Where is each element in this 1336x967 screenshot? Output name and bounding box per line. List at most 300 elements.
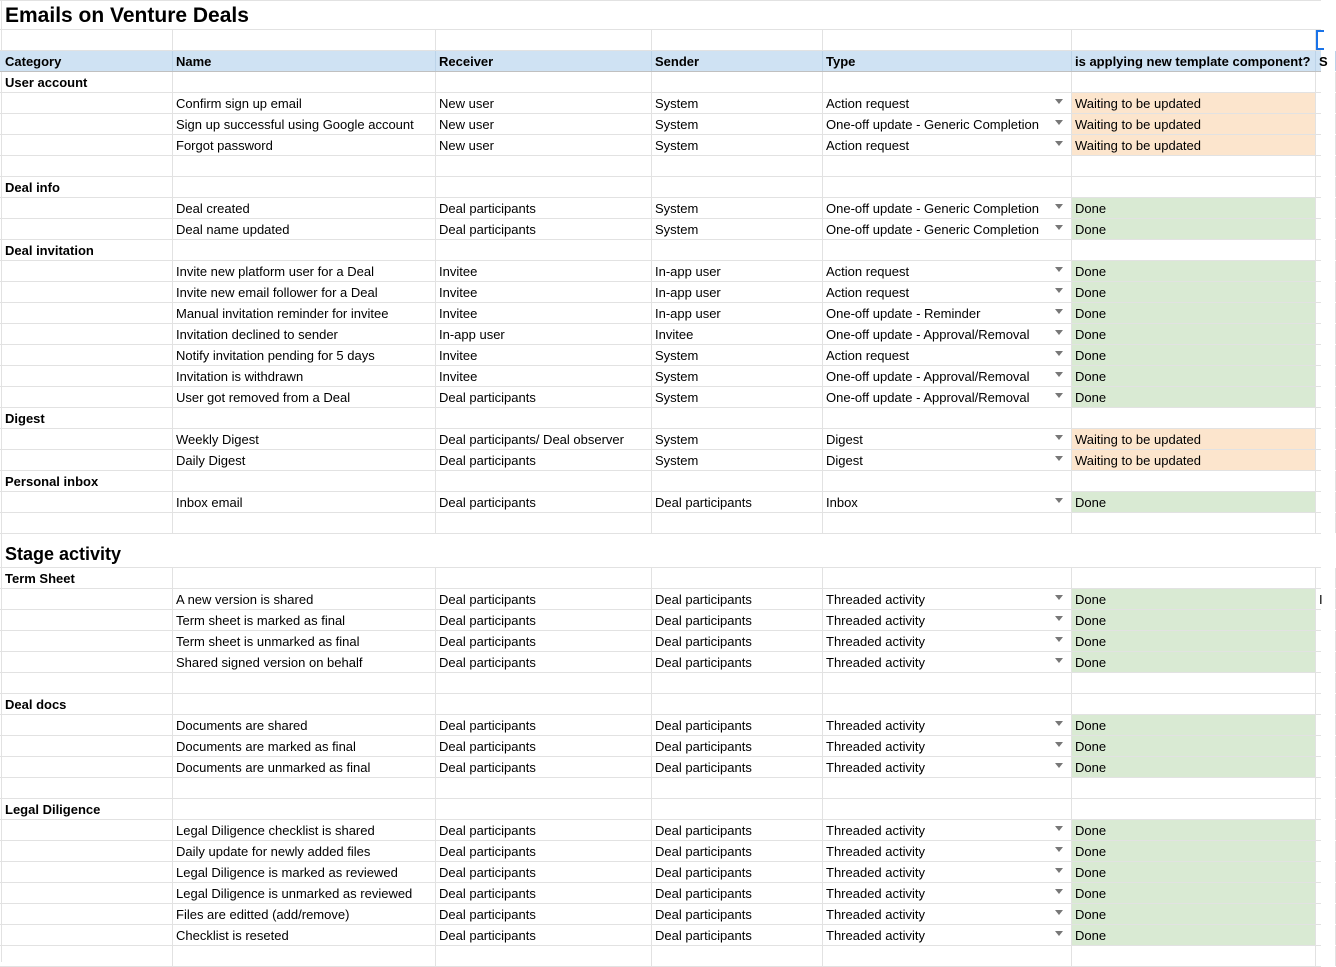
status-cell[interactable]: Waiting to be updated [1072,450,1316,470]
cell[interactable] [436,30,652,50]
status-cell[interactable] [1072,240,1316,260]
name-cell[interactable]: Notify invitation pending for 5 days [173,345,436,365]
category-cell[interactable] [2,261,173,281]
status-cell[interactable] [1072,568,1316,588]
sender-cell[interactable]: Invitee [652,324,823,344]
status-cell[interactable] [1072,673,1316,693]
next-column-cell[interactable] [1316,408,1336,428]
type-cell[interactable] [823,135,1072,155]
next-column-cell[interactable] [1316,757,1336,777]
status-cell[interactable] [1072,156,1316,176]
type-cell[interactable] [823,156,1072,176]
dropdown-arrow-icon[interactable] [1055,847,1063,852]
type-cell[interactable] [823,366,1072,386]
header-category[interactable]: Category [2,51,173,71]
sender-cell[interactable]: Deal participants [652,652,823,672]
receiver-cell[interactable]: Deal participants [436,492,652,512]
sender-cell[interactable] [652,408,823,428]
receiver-cell[interactable]: New user [436,114,652,134]
dropdown-arrow-icon[interactable] [1055,742,1063,747]
receiver-cell[interactable]: Deal participants [436,450,652,470]
next-column-cell[interactable]: I [1316,589,1336,609]
name-cell[interactable]: Term sheet is marked as final [173,610,436,630]
sender-cell[interactable] [652,568,823,588]
next-column-cell[interactable] [1316,568,1336,588]
receiver-cell[interactable] [436,471,652,491]
type-cell[interactable] [823,261,1072,281]
sender-cell[interactable]: System [652,198,823,218]
next-column-cell[interactable] [1316,282,1336,302]
type-cell[interactable] [823,387,1072,407]
category-cell[interactable] [2,904,173,924]
receiver-cell[interactable] [436,778,652,798]
next-column-cell[interactable] [1316,303,1336,323]
type-cell[interactable] [823,736,1072,756]
cell[interactable] [652,30,823,50]
sender-cell[interactable]: System [652,450,823,470]
dropdown-arrow-icon[interactable] [1055,393,1063,398]
next-column-cell[interactable] [1316,513,1336,533]
status-cell[interactable]: Done [1072,736,1316,756]
category-cell[interactable] [2,715,173,735]
dropdown-arrow-icon[interactable] [1055,826,1063,831]
receiver-cell[interactable] [436,673,652,693]
status-cell[interactable]: Waiting to be updated [1072,93,1316,113]
category-cell[interactable]: Digest [2,408,173,428]
receiver-cell[interactable]: Invitee [436,366,652,386]
dropdown-arrow-icon[interactable] [1055,351,1063,356]
category-cell[interactable] [2,631,173,651]
name-cell[interactable] [173,568,436,588]
sender-cell[interactable]: Deal participants [652,610,823,630]
next-column-cell[interactable] [1316,492,1336,512]
type-cell[interactable] [823,715,1072,735]
receiver-cell[interactable]: Deal participants [436,904,652,924]
name-cell[interactable]: User got removed from a Deal [173,387,436,407]
receiver-cell[interactable]: In-app user [436,324,652,344]
name-cell[interactable]: A new version is shared [173,589,436,609]
category-cell[interactable] [2,610,173,630]
category-cell[interactable] [2,492,173,512]
type-cell[interactable] [823,820,1072,840]
sender-cell[interactable]: System [652,135,823,155]
type-cell[interactable] [823,177,1072,197]
status-cell[interactable]: Done [1072,387,1316,407]
status-cell[interactable] [1072,778,1316,798]
name-cell[interactable]: Documents are marked as final [173,736,436,756]
next-column-cell[interactable] [1316,135,1336,155]
next-column-cell[interactable] [1316,93,1336,113]
receiver-cell[interactable]: Deal participants [436,862,652,882]
next-column-cell[interactable] [1316,345,1336,365]
dropdown-arrow-icon[interactable] [1055,910,1063,915]
name-cell[interactable]: Deal name updated [173,219,436,239]
status-cell[interactable]: Done [1072,219,1316,239]
category-cell[interactable]: Deal invitation [2,240,173,260]
dropdown-arrow-icon[interactable] [1055,931,1063,936]
sender-cell[interactable] [652,177,823,197]
category-cell[interactable] [2,219,173,239]
category-cell[interactable] [2,135,173,155]
name-cell[interactable]: Confirm sign up email [173,93,436,113]
receiver-cell[interactable]: New user [436,93,652,113]
type-cell[interactable] [823,841,1072,861]
sender-cell[interactable]: Deal participants [652,904,823,924]
name-cell[interactable] [173,946,436,966]
header-sender[interactable]: Sender [652,51,823,71]
sender-cell[interactable]: In-app user [652,282,823,302]
sender-cell[interactable]: In-app user [652,261,823,281]
sender-cell[interactable] [652,471,823,491]
category-cell[interactable] [2,883,173,903]
sender-cell[interactable]: System [652,345,823,365]
type-cell[interactable] [823,757,1072,777]
category-cell[interactable] [2,841,173,861]
sender-cell[interactable]: Deal participants [652,757,823,777]
receiver-cell[interactable] [436,156,652,176]
name-cell[interactable]: Weekly Digest [173,429,436,449]
receiver-cell[interactable] [436,694,652,714]
dropdown-arrow-icon[interactable] [1055,435,1063,440]
receiver-cell[interactable]: Invitee [436,282,652,302]
name-cell[interactable]: Term sheet is unmarked as final [173,631,436,651]
sender-cell[interactable]: System [652,219,823,239]
sender-cell[interactable]: Deal participants [652,925,823,945]
type-cell[interactable] [823,219,1072,239]
category-cell[interactable] [2,198,173,218]
name-cell[interactable]: Invitation declined to sender [173,324,436,344]
status-cell[interactable]: Done [1072,883,1316,903]
sender-cell[interactable]: Deal participants [652,631,823,651]
status-cell[interactable]: Done [1072,925,1316,945]
receiver-cell[interactable]: Deal participants [436,736,652,756]
category-cell[interactable]: Stage activity [5,544,122,564]
status-cell[interactable]: Waiting to be updated [1072,114,1316,134]
next-column-cell[interactable] [1316,387,1336,407]
type-cell[interactable] [823,324,1072,344]
receiver-cell[interactable] [436,72,652,92]
status-cell[interactable] [1072,513,1316,533]
next-column-cell[interactable] [1316,841,1336,861]
receiver-cell[interactable]: Deal participants/ Deal observer [436,429,652,449]
category-cell[interactable] [2,513,173,533]
status-cell[interactable]: Done [1072,862,1316,882]
name-cell[interactable]: Invitation is withdrawn [173,366,436,386]
next-column-cell[interactable] [1316,471,1336,491]
type-cell[interactable] [823,799,1072,819]
status-cell[interactable]: Done [1072,715,1316,735]
sheet-title[interactable]: Emails on Venture Deals [5,4,249,27]
dropdown-arrow-icon[interactable] [1055,372,1063,377]
sender-cell[interactable]: Deal participants [652,883,823,903]
dropdown-arrow-icon[interactable] [1055,498,1063,503]
status-cell[interactable]: Waiting to be updated [1072,429,1316,449]
next-column-cell[interactable] [1316,904,1336,924]
cell[interactable] [173,30,436,50]
status-cell[interactable]: Done [1072,198,1316,218]
cell[interactable] [1072,30,1316,50]
name-cell[interactable]: Daily update for newly added files [173,841,436,861]
name-cell[interactable]: Shared signed version on behalf [173,652,436,672]
sender-cell[interactable] [652,513,823,533]
type-cell[interactable] [823,429,1072,449]
status-cell[interactable] [1072,72,1316,92]
category-cell[interactable] [2,114,173,134]
status-cell[interactable]: Done [1072,610,1316,630]
receiver-cell[interactable] [436,568,652,588]
name-cell[interactable] [173,471,436,491]
name-cell[interactable] [173,513,436,533]
receiver-cell[interactable]: Deal participants [436,198,652,218]
category-cell[interactable] [2,778,173,798]
status-cell[interactable]: Done [1072,261,1316,281]
type-cell[interactable] [823,198,1072,218]
status-cell[interactable] [1072,471,1316,491]
receiver-cell[interactable]: Deal participants [436,610,652,630]
next-column-cell[interactable] [1316,366,1336,386]
receiver-cell[interactable]: Deal participants [436,219,652,239]
next-column-cell[interactable] [1316,736,1336,756]
sender-cell[interactable] [652,694,823,714]
name-cell[interactable]: Documents are shared [173,715,436,735]
status-cell[interactable]: Done [1072,589,1316,609]
sender-cell[interactable] [652,673,823,693]
status-cell[interactable]: Done [1072,492,1316,512]
type-cell[interactable] [823,303,1072,323]
sender-cell[interactable] [652,799,823,819]
type-cell[interactable] [823,946,1072,966]
name-cell[interactable] [173,177,436,197]
sender-cell[interactable] [652,240,823,260]
category-cell[interactable] [2,303,173,323]
category-cell[interactable]: User account [2,72,173,92]
type-cell[interactable] [823,282,1072,302]
category-cell[interactable] [2,366,173,386]
status-cell[interactable]: Done [1072,366,1316,386]
status-cell[interactable]: Done [1072,345,1316,365]
category-cell[interactable] [2,736,173,756]
next-column-cell[interactable] [1316,429,1336,449]
sender-cell[interactable]: System [652,93,823,113]
status-cell[interactable] [1072,799,1316,819]
header-type[interactable]: Type [823,51,1072,71]
name-cell[interactable] [173,694,436,714]
type-cell[interactable] [823,904,1072,924]
type-cell[interactable] [823,568,1072,588]
dropdown-arrow-icon[interactable] [1055,204,1063,209]
name-cell[interactable]: Checklist is reseted [173,925,436,945]
name-cell[interactable]: Deal created [173,198,436,218]
name-cell[interactable]: Manual invitation reminder for invitee [173,303,436,323]
receiver-cell[interactable]: Deal participants [436,883,652,903]
category-cell[interactable] [2,324,173,344]
category-cell[interactable]: Personal inbox [2,471,173,491]
type-cell[interactable] [823,114,1072,134]
receiver-cell[interactable]: Deal participants [436,841,652,861]
type-cell[interactable] [823,240,1072,260]
dropdown-arrow-icon[interactable] [1055,141,1063,146]
dropdown-arrow-icon[interactable] [1055,637,1063,642]
sender-cell[interactable]: Deal participants [652,820,823,840]
name-cell[interactable] [173,673,436,693]
sender-cell[interactable] [652,72,823,92]
category-cell[interactable] [2,93,173,113]
name-cell[interactable]: Daily Digest [173,450,436,470]
dropdown-arrow-icon[interactable] [1055,288,1063,293]
dropdown-arrow-icon[interactable] [1055,721,1063,726]
status-cell[interactable]: Waiting to be updated [1072,135,1316,155]
category-cell[interactable] [2,946,173,966]
type-cell[interactable] [823,883,1072,903]
status-cell[interactable] [1072,694,1316,714]
sender-cell[interactable]: System [652,387,823,407]
next-column-cell[interactable] [1316,820,1336,840]
status-cell[interactable] [1072,408,1316,428]
next-column-cell[interactable] [1316,694,1336,714]
receiver-cell[interactable] [436,240,652,260]
header-name[interactable]: Name [173,51,436,71]
name-cell[interactable] [173,240,436,260]
name-cell[interactable]: Files are editted (add/remove) [173,904,436,924]
next-column-cell[interactable] [1316,673,1336,693]
sender-cell[interactable] [652,778,823,798]
type-cell[interactable] [823,492,1072,512]
category-cell[interactable] [2,652,173,672]
category-cell[interactable] [2,450,173,470]
status-cell[interactable] [1072,946,1316,966]
type-cell[interactable] [823,408,1072,428]
type-cell[interactable] [823,673,1072,693]
dropdown-arrow-icon[interactable] [1055,658,1063,663]
category-cell[interactable] [2,757,173,777]
name-cell[interactable]: Legal Diligence checklist is shared [173,820,436,840]
sender-cell[interactable]: Deal participants [652,492,823,512]
receiver-cell[interactable]: Deal participants [436,820,652,840]
sender-cell[interactable] [652,156,823,176]
name-cell[interactable]: Invite new platform user for a Deal [173,261,436,281]
sender-cell[interactable]: System [652,429,823,449]
next-column-cell[interactable] [1316,631,1336,651]
dropdown-arrow-icon[interactable] [1055,456,1063,461]
category-cell[interactable]: Term Sheet [2,568,173,588]
next-column-cell[interactable] [1316,715,1336,735]
receiver-cell[interactable] [436,177,652,197]
category-cell[interactable] [2,429,173,449]
sender-cell[interactable]: Deal participants [652,589,823,609]
name-cell[interactable] [173,156,436,176]
receiver-cell[interactable]: Deal participants [436,757,652,777]
receiver-cell[interactable]: Deal participants [436,387,652,407]
status-cell[interactable]: Done [1072,757,1316,777]
next-column-cell[interactable] [1316,883,1336,903]
status-cell[interactable] [1072,177,1316,197]
category-cell[interactable] [2,925,173,945]
header-template-status[interactable]: is applying new template component? [1072,51,1316,71]
name-cell[interactable] [173,799,436,819]
category-cell[interactable] [2,156,173,176]
dropdown-arrow-icon[interactable] [1055,616,1063,621]
name-cell[interactable] [173,72,436,92]
sender-cell[interactable]: Deal participants [652,736,823,756]
sender-cell[interactable]: System [652,366,823,386]
type-cell[interactable] [823,72,1072,92]
sender-cell[interactable]: Deal participants [652,715,823,735]
next-column-cell[interactable] [1316,114,1336,134]
category-cell[interactable]: Deal info [2,177,173,197]
name-cell[interactable]: Forgot password [173,135,436,155]
receiver-cell[interactable] [436,408,652,428]
receiver-cell[interactable] [436,799,652,819]
receiver-cell[interactable]: Deal participants [436,925,652,945]
next-column-cell[interactable] [1316,240,1336,260]
status-cell[interactable]: Done [1072,841,1316,861]
header-receiver[interactable]: Receiver [436,51,652,71]
cell[interactable] [2,30,173,50]
status-cell[interactable]: Done [1072,282,1316,302]
type-cell[interactable] [823,589,1072,609]
status-cell[interactable]: Done [1072,904,1316,924]
next-column-cell[interactable] [1316,862,1336,882]
dropdown-arrow-icon[interactable] [1055,267,1063,272]
name-cell[interactable]: Invite new email follower for a Deal [173,282,436,302]
next-column-cell[interactable] [1316,778,1336,798]
next-column-cell[interactable] [1316,156,1336,176]
receiver-cell[interactable]: Invitee [436,261,652,281]
next-column-cell[interactable] [1316,177,1336,197]
type-cell[interactable] [823,862,1072,882]
sender-cell[interactable] [652,946,823,966]
name-cell[interactable]: Legal Diligence is marked as reviewed [173,862,436,882]
receiver-cell[interactable]: Deal participants [436,631,652,651]
next-column-cell[interactable] [1316,324,1336,344]
name-cell[interactable] [173,778,436,798]
receiver-cell[interactable]: Invitee [436,303,652,323]
category-cell[interactable] [2,862,173,882]
receiver-cell[interactable]: New user [436,135,652,155]
next-column-cell[interactable] [1316,219,1336,239]
name-cell[interactable]: Legal Diligence is unmarked as reviewed [173,883,436,903]
next-column-cell[interactable] [1316,946,1336,966]
category-cell[interactable] [2,345,173,365]
next-column-cell[interactable] [1316,652,1336,672]
next-column-cell[interactable] [1316,925,1336,945]
dropdown-arrow-icon[interactable] [1055,868,1063,873]
status-cell[interactable]: Done [1072,324,1316,344]
category-cell[interactable] [2,387,173,407]
sender-cell[interactable]: Deal participants [652,862,823,882]
name-cell[interactable] [173,408,436,428]
type-cell[interactable] [823,513,1072,533]
receiver-cell[interactable] [436,513,652,533]
type-cell[interactable] [823,471,1072,491]
type-cell[interactable] [823,652,1072,672]
type-cell[interactable] [823,694,1072,714]
next-column-cell[interactable] [1316,450,1336,470]
type-cell[interactable] [823,778,1072,798]
cell[interactable] [823,30,1072,50]
receiver-cell[interactable]: Invitee [436,345,652,365]
dropdown-arrow-icon[interactable] [1055,120,1063,125]
category-cell[interactable] [2,589,173,609]
type-cell[interactable] [823,93,1072,113]
name-cell[interactable]: Documents are unmarked as final [173,757,436,777]
status-cell[interactable]: Done [1072,820,1316,840]
status-cell[interactable]: Done [1072,631,1316,651]
header-next-column[interactable]: S [1316,51,1336,71]
category-cell[interactable]: Legal Diligence [2,799,173,819]
next-column-cell[interactable] [1316,610,1336,630]
type-cell[interactable] [823,450,1072,470]
